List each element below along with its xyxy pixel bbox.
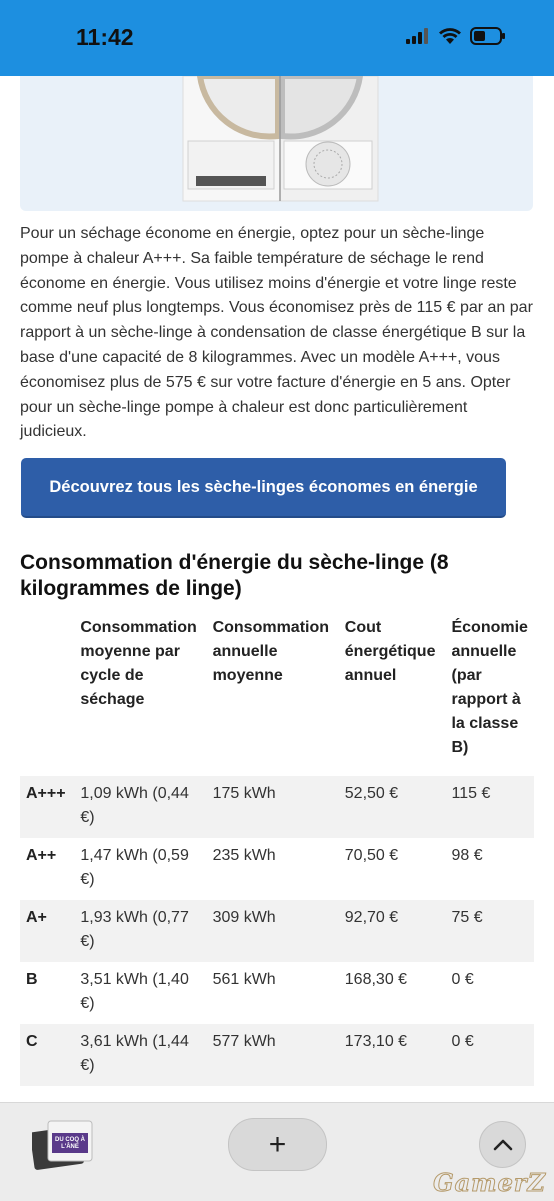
annual-cost: 70,50 €	[344, 847, 399, 864]
clock: 11:42	[76, 24, 134, 50]
status-icons	[406, 27, 506, 45]
signal-icon	[406, 28, 430, 44]
energy-class: A+	[26, 909, 47, 926]
section-title: Consommation d'énergie du sèche-linge (8 kilogrammes de linge)	[20, 551, 449, 600]
cycle-consumption: 1,47 kWh (0,59 €)	[80, 847, 189, 888]
table-row	[20, 962, 534, 1024]
header-annual-consumption: Consommation annuelle moyenne	[212, 619, 330, 684]
cycle-consumption: 1,09 kWh (0,44 €)	[80, 785, 189, 826]
annual-cost: 173,10 €	[344, 1033, 408, 1050]
table-row	[20, 838, 534, 900]
status-bar	[0, 0, 554, 76]
table-header-row	[20, 612, 534, 776]
table-row	[20, 900, 534, 962]
product-image	[20, 76, 533, 211]
energy-class: C	[26, 1033, 38, 1050]
intro-paragraph: Pour un séchage économe en énergie, optez pour un sèche-linge pompe à chaleur A+++. Sa faible température de séchage le rend économe en énergie. Vous utilisez moins d'énergie et votre linge reste comme neuf plus longtemps. Vous économisez près de 115 € par an par rapport à un sèche-linge à condensation de classe énergétique B sur la base d'une capacité de 8 kilogrammes. Avec un modèle A+++, vous économisez plus de 575 € sur votre facture d'énergie en 5 ans. Opter pour un sèche-linge pompe à chaleur est donc particulièrement judicieux.	[20, 225, 533, 441]
annual-cost: 92,70 €	[344, 909, 399, 926]
scroll-up-button[interactable]	[479, 1121, 526, 1168]
annual-consumption: 561 kWh	[212, 971, 276, 988]
annual-savings: 75 €	[451, 909, 483, 926]
battery-icon	[470, 27, 506, 45]
annual-savings: 0 €	[451, 971, 474, 988]
cycle-consumption: 3,61 kWh (1,44 €)	[80, 1033, 189, 1074]
header-cycle-consumption: Consommation moyenne par cycle de séchage	[80, 619, 197, 708]
tab-thumbnail[interactable]	[32, 1119, 94, 1171]
chevron-up-icon	[493, 1139, 513, 1151]
dryer-illustration	[20, 76, 533, 211]
annual-consumption: 309 kWh	[212, 909, 276, 926]
energy-class: B	[26, 971, 38, 988]
annual-consumption: 175 kWh	[212, 785, 276, 802]
table-row	[20, 1024, 534, 1086]
browser-bottom-bar	[0, 1102, 554, 1201]
cycle-consumption: 3,51 kWh (1,40 €)	[80, 971, 189, 1012]
annual-savings: 98 €	[451, 847, 483, 864]
cycle-consumption: 1,93 kWh (0,77 €)	[80, 909, 189, 950]
new-tab-button[interactable]: +	[228, 1118, 327, 1171]
discover-dryers-button[interactable]: Découvrez tous les sèche-linges économes en énergie	[21, 458, 506, 518]
wifi-icon	[438, 27, 462, 45]
annual-savings: 0 €	[451, 1033, 474, 1050]
tab-thumbnail-text: DU COQ À L'ÂNE	[55, 1137, 85, 1150]
annual-consumption: 577 kWh	[212, 1033, 276, 1050]
annual-cost: 168,30 €	[344, 971, 408, 988]
energy-class: A+++	[26, 785, 66, 802]
header-class	[20, 612, 74, 776]
annual-savings: 115 €	[451, 785, 491, 802]
header-annual-cost: Cout énergétique annuel	[344, 619, 436, 684]
annual-consumption: 235 kWh	[212, 847, 276, 864]
table-row	[20, 776, 534, 838]
annual-cost: 52,50 €	[344, 785, 399, 802]
energy-class: A++	[26, 847, 57, 864]
watermark: GamerZ	[433, 1168, 546, 1197]
header-annual-savings: Économie annuelle (par rapport à la classe B)	[451, 619, 528, 756]
energy-table	[20, 612, 534, 1086]
